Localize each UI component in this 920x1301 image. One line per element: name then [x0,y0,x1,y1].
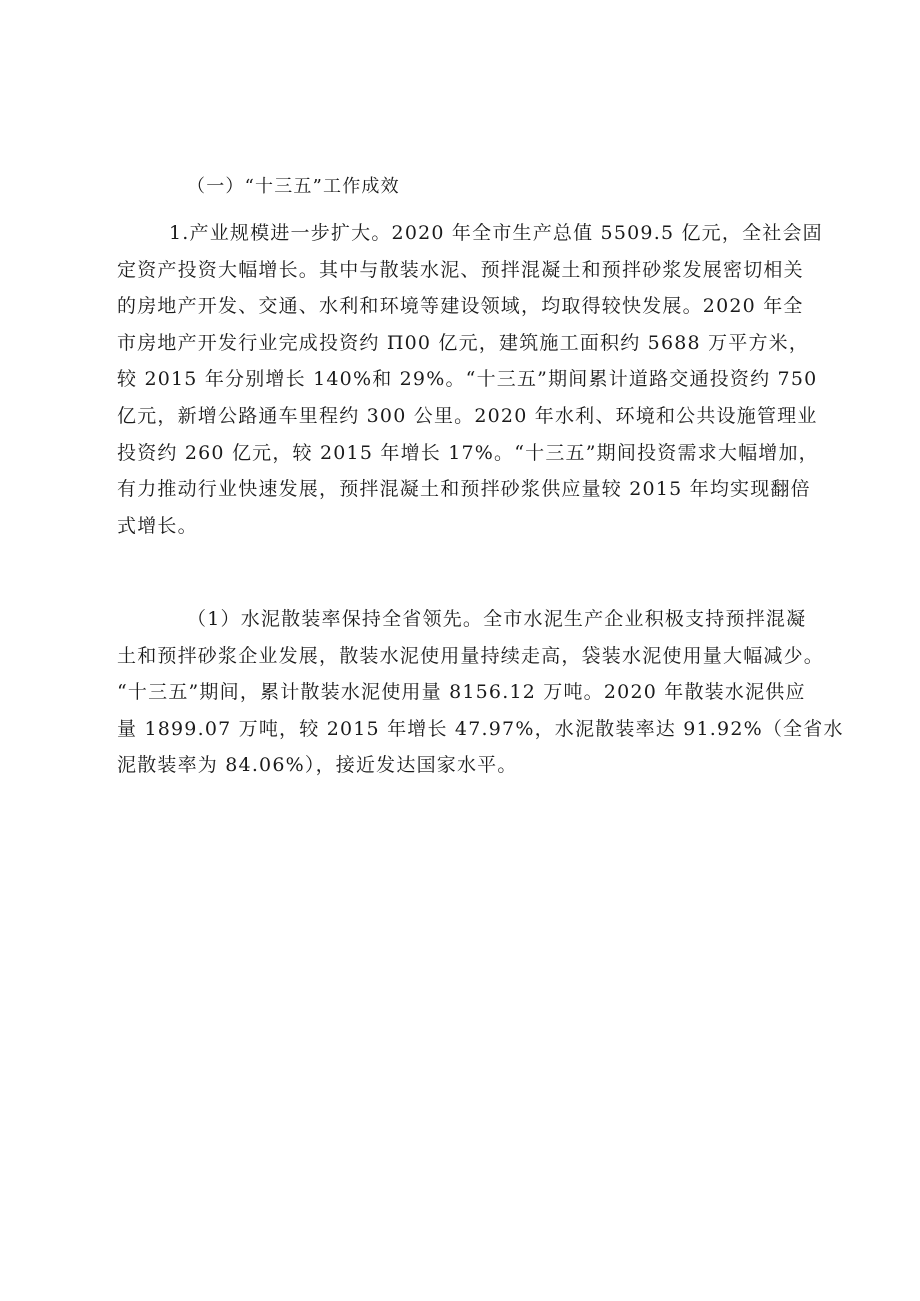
paragraph-cement-bulk-rate [117,601,844,784]
paragraph-line: “十三五”期间，累计散装水泥使用量 8156.12 万吨。2020 年散装水泥供应 [117,681,806,704]
paragraph-line: 泥散装率为 84.06%），接近发达国家水平。 [117,754,518,777]
paragraph-line: 定资产投资大幅增长。其中与散装水泥、预拌混凝土和预拌砂浆发展密切相关 [117,258,804,281]
paragraph-line: 土和预拌砂浆企业发展，散装水泥使用量持续走高，袋装水泥使用量大幅减少。 [117,644,825,667]
paragraph-line: 投资约 260 亿元，较 2015 年增长 17%。“十三五”期间投资需求大幅增加， [117,441,819,464]
paragraph-line: 量 1899.07 万吨，较 2015 年增长 47.97%，水泥散装率达 91.92%（全省水 [117,717,844,740]
paragraph-line: 的房地产开发、交通、水利和环境等建设领域，均取得较快发展。2020 年全 [117,295,804,318]
section-heading: （一）“十三五”工作成效 [187,176,400,197]
paragraph-line: 较 2015 年分别增长 140%和 29%。“十三五”期间累计道路交通投资约 750 [117,368,818,391]
paragraph-line: 亿元，新增公路通车里程约 300 公里。2020 年水利、环境和公共设施管理业 [117,404,818,427]
paragraph-line: 有力推动行业快速发展，预拌混凝土和预拌砂浆供应量较 2015 年均实现翻倍 [117,478,811,501]
paragraph-line: 1.产业规模进一步扩大。2020 年全市生产总值 5509.5 亿元，全社会固 [169,222,823,244]
paragraph-line: 市房地产开发行业完成投资约 Π00 亿元，建筑施工面积约 5688 万平方米， [117,331,810,354]
paragraph-industry-scale [117,215,823,544]
paragraph-line: （1）水泥散装率保持全省领先。全市水泥生产企业积极支持预拌混凝 [187,608,807,630]
paragraph-line: 式增长。 [117,514,198,537]
